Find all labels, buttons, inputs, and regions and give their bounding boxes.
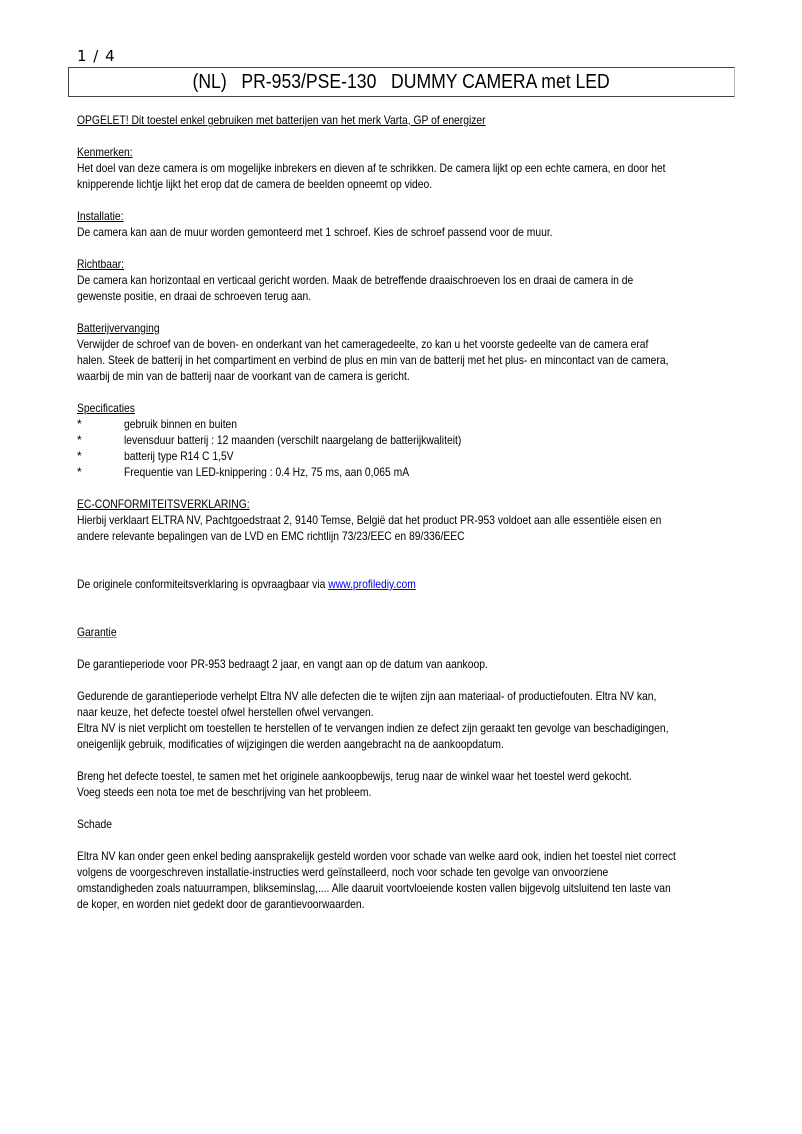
section-heading: Kenmerken: (77, 145, 133, 159)
section-heading: Specificaties (77, 401, 135, 415)
paragraph-line: omstandigheden zoals natuurrampen, blikseminslag,.... Alle daaruit voortvloeiende kosten vallen bijgevolg uitsluitend ten laste van (77, 881, 671, 895)
section-heading: Batterijvervanging (77, 321, 160, 335)
paragraph-line: gewenste positie, en draai de schroeven terug aan. (77, 289, 312, 303)
paragraph-line: andere relevante bepalingen van de LVD en EMC richtlijn 73/23/EEC en 89/336/EEC (77, 529, 465, 543)
section-schade (77, 816, 737, 912)
paragraph-line: De camera kan aan de muur worden gemonteerd met 1 schroef. Kies de schroef passend voor de muur. (77, 225, 553, 239)
section-heading: Schade (77, 817, 113, 831)
page-number: 1 / 4 (77, 47, 116, 65)
section-heading: Garantie (77, 625, 117, 639)
paragraph-line: Breng het defecte toestel, te samen met het originele aankoopbewijs, terug naar de winkel waar het toestel werd gekocht. (77, 769, 632, 783)
paragraph-line: Hierbij verklaart ELTRA NV, Pachtgoedstraat 2, 9140 Temse, België dat het product PR-953 voldoet aan alle essentiële eisen en (77, 513, 662, 527)
document-body (77, 112, 737, 912)
link-sentence (77, 576, 416, 592)
spec-text: batterij type R14 C 1,5V (124, 449, 234, 463)
document-title-box (68, 67, 735, 97)
section-heading: Richtbaar: (77, 257, 125, 271)
paragraph-line: de koper, en worden niet gedekt door de garantievoorwaarden. (77, 897, 365, 911)
section-kenmerken (77, 144, 737, 192)
section-richtbaar (77, 256, 737, 304)
website-link[interactable]: www.profilediy.com (328, 577, 416, 591)
document-title: (NL) PR-953/PSE-130 DUMMY CAMERA met LED (192, 70, 611, 93)
paragraph-line: knipperende lichtje lijkt het erop dat de camera de beelden opneemt op video. (77, 177, 433, 191)
paragraph-line: Gedurende de garantieperiode verhelpt Eltra NV alle defecten die te wijten zijn aan materiaal- of productiefouten. Eltra NV kan, (77, 689, 657, 703)
paragraph-line: waarbij de min van de batterij naar de voorkant van de camera is gericht. (77, 369, 410, 383)
paragraph-line: naar keuze, het defecte toestel ofwel herstellen ofwel vervangen. (77, 705, 374, 719)
paragraph-line: Het doel van deze camera is om mogelijke inbrekers en dieven af te schrikken. De camera lijkt op een echte camera, en door het (77, 161, 666, 175)
spec-text: gebruik binnen en buiten (124, 417, 238, 431)
spec-item (77, 432, 737, 448)
paragraph-line: Eltra NV is niet verplicht om toestellen te herstellen of te vervangen indien ze defect zijn geraakt ten gevolge van beschadigingen, (77, 721, 669, 735)
bullet-star-icon: * (77, 465, 82, 479)
section-heading: EC-CONFORMITEITSVERKLARING: (77, 497, 250, 511)
bullet-star-icon: * (77, 417, 82, 431)
section-garantie (77, 624, 737, 800)
paragraph-line: volgens de voorgeschreven installatie-instructies werd geïnstalleerd, noch voor schade ten gevolge van onvoorziene (77, 865, 609, 879)
paragraph-line: Voeg steeds een nota toe met de beschrijving van het probleem. (77, 785, 372, 799)
paragraph-line: Verwijder de schroef van de boven- en onderkant van het cameragedeelte, zo kan u het voorste gedeelte van de camera eraf (77, 337, 649, 351)
spec-item (77, 464, 737, 480)
paragraph-line: Eltra NV kan onder geen enkel beding aansprakelijk gesteld worden voor schade van welke aard ook, indien het toestel niet correct (77, 849, 676, 863)
bullet-star-icon: * (77, 449, 82, 463)
spec-text: levensduur batterij : 12 maanden (verschilt naargelang de batterijkwaliteit) (124, 433, 462, 447)
spec-text: Frequentie van LED-knippering : 0.4 Hz, 75 ms, aan 0,065 mA (124, 465, 410, 479)
section-installatie (77, 208, 737, 240)
bullet-star-icon: * (77, 433, 82, 447)
paragraph-line: oneigenlijk gebruik, modificaties of wijzigingen die werden aangebracht na de aankoopdatum. (77, 737, 504, 751)
paragraph-line: halen. Steek de batterij in het compartiment en verbind de plus en min van de batterij met het plus- en mincontact van de camera, (77, 353, 669, 367)
spec-item (77, 416, 737, 432)
link-prefix: De originele conformiteitsverklaring is opvraagbaar via (77, 577, 329, 591)
spec-item (77, 448, 737, 464)
warning-text: OPGELET! Dit toestel enkel gebruiken met batterijen van het merk Varta, GP of energizer (77, 113, 486, 127)
section-batterijvervanging (77, 320, 737, 384)
paragraph-line: De garantieperiode voor PR-953 bedraagt 2 jaar, en vangt aan op de datum van aankoop. (77, 657, 488, 671)
paragraph-line: De camera kan horizontaal en verticaal gericht worden. Maak de betreffende draaischroeven los en draai de camera in de (77, 273, 634, 287)
section-specificaties (77, 400, 737, 480)
section-ec-conformiteit (77, 496, 737, 592)
section-heading: Installatie: (77, 209, 124, 223)
